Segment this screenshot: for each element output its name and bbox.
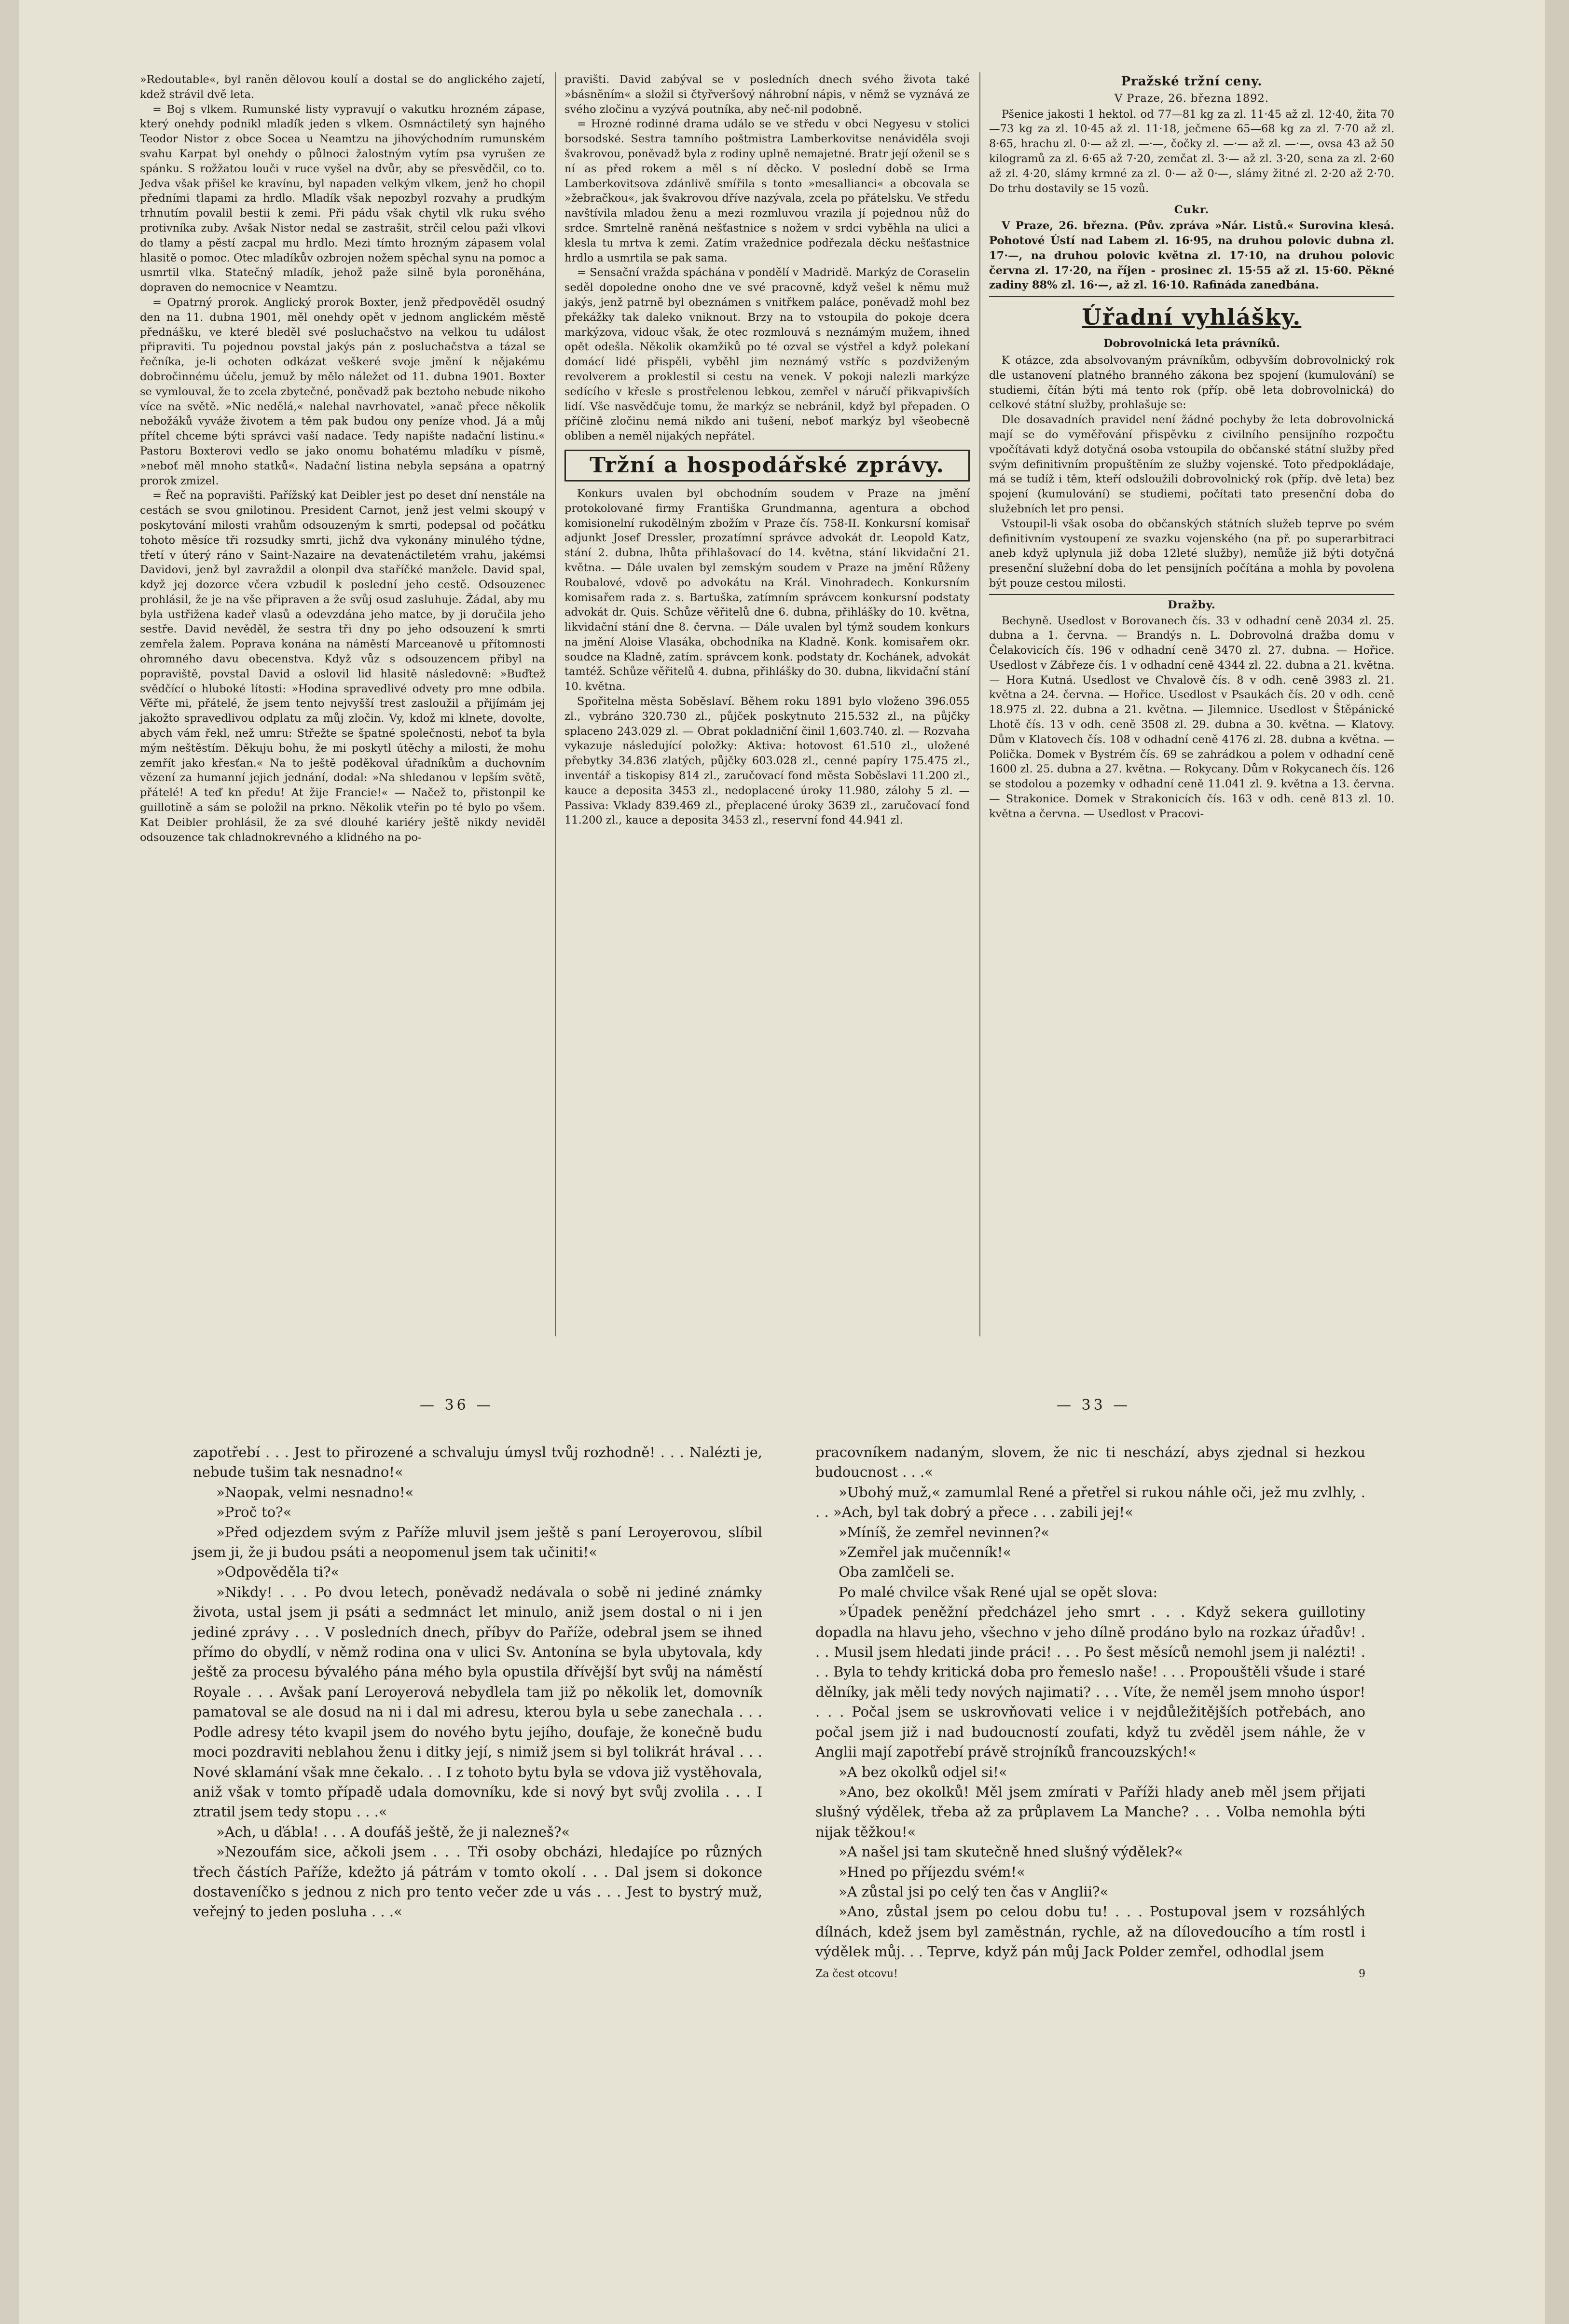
story-paragraph: »Hned po příjezdu svém!« xyxy=(839,1863,1025,1880)
col2-paragraph: = Sensační vražda spáchána v pondělí v Madridě. Markýz de Coraselin seděl dopoledne onoho dne ve své pracovně, když vešel k němu muž jakýs, jenž patrně byl obeznámen s vnitřkem paláce, poněvadž mohl bez překážky tak daleko vniknout. Brzy na to vstoupila do pokoje dcera markýzova, vidouc však, že otec rozmlouvá s neznámým mužem, ihned opět odešla. Několik okamžiků po té ozval se výstřel a když polekaní domácí lidé přispěli, vyběhl jim neznámý vstříc s pozdviženým revolverem a proklestil si cestu na venek. V pokoji nalezli markýze sedícího v křesle s prostřelenou lebkou, zemřel v náručí přikvapivších lidí. Vše nasvědčuje tomu, že markýz se nebránil, když byl přepaden. O příčině zločinu nemá nikdo ani tušení, neboť markýz byl všeobecně obliben a neměl nijakých nepřátel. xyxy=(564,266,970,443)
section-rule xyxy=(989,594,1394,595)
market-prices-text: Pšenice jakosti 1 hektol. od 77—81 kg za zl. 11·45 až zl. 12·40, žita 70—73 kg za zl. 10·45 až zl. 11·18, ječmene 65—68 kg za zl. 7·70 až zl. 8·65, hrachu zl. 0·— až zl. —·—, čočky zl. —·— až zl. —·—, ovsa 43 až 50 kilogramů za zl. 6·65 až 7·20, zemčat zl. 3·— až zl. 3·20, sena za zl. 2·60 až zl. 4·20, slámy krmné za zl. 0·— až 0·—, slámy žitné zl. 2·20 až 2·70. Do trhu dostavily se 15 vozů. xyxy=(989,108,1394,195)
column-3 xyxy=(989,72,1394,822)
column-1 xyxy=(140,72,545,845)
story-paragraph: »A zůstal jsi po celý ten čas v Anglii?« xyxy=(839,1883,1109,1900)
market-news-heading: Tržní a hospodářské zprávy. xyxy=(564,450,970,481)
story-paragraph: »Odpověděla ti?« xyxy=(216,1564,340,1581)
page-number-left: — 36 — xyxy=(420,1397,494,1414)
col2-paragraph: Spořitelna města Soběslaví. Během roku 1891 bylo vloženo 396.055 zl., vybráno 320.730 zl., půjček poskytnuto 215.532 zl., na půjčky splaceno 243.029 zl. — Obrat pokladniční činil 1,603.740. zl. — Rozvaha vykazuje následující položky: Aktiva: hotovost 61.510 zl., uložené přebytky 34.836 zlatých, půjčky 603.028 zl., cenné papíry 175.475 zl., inventář a tiskopisy 814 zl., zaručovací fond města Soběslavi 11.200 zl., kauce a deposita 3453 zl., nedoplacené úroky 11.980, zálohy 5 zl. — Passiva: Vklady 839.469 zl., přeplacené úroky 3639 zl., zaručovací fond 11.200 zl., kauce a deposita 3453 zl., reservní fond 44.941 zl. xyxy=(564,695,970,827)
story-right-page xyxy=(815,1443,1365,1984)
column-divider xyxy=(979,72,980,1336)
auctions-heading: Dražby. xyxy=(1168,598,1216,611)
col1-paragraph: »Redoutable«, byl raněn dělovou koulí a dostal se do anglického zajetí, kdež strávil dvě leta. xyxy=(140,73,545,101)
col1-paragraph: = Boj s vlkem. Rumunské listy vypravují o vakutku hrozném zápase, který onehdy podnikl mladík jeden s vlkem. Osmnáctiletý syn hajného Teodor Nistor z obce Socea u Neamtzu na jihovýchodním rumunském svahu Karpat byl onehdy o půlnoci žalostným vytím psa vyrušen ze spánku. S rožžatou louči v ruce vyšel na dvůr, aby se přesvědčil, co to. Jedva však přišel ke kravínu, byl napaden velkým vlkem, jenž ho chopil předními tlapami za hrdlo. Mladík však nepozbyl rozvahy a prudkým trhnutím povalil bestii k zemi. Při pádu však chytil vlk ruku svého protivníka zuby. Avšak Nistor nedal se zastrašit, strčil celou paži vlkovi do tlamy a pěstí zacpal mu hrdlo. Mezi tímto hrozným zápasem volal hlasitě o pomoc. Otec mladíkův ozbrojen nožem spěchal synu na pomoc a usmrtil vlka. Statečný mladík, jehož paže silně byla poroněhána, dopraven do nemocnice v Neamtzu. xyxy=(140,103,545,294)
column-2 xyxy=(564,72,970,828)
col1-paragraph: = Řeč na popravišti. Pařížský kat Deibler jest po deset dní nenstále na cestách se svou gnilotinou. President Carnot, jenž jest velmi skoupý v poskytování milosti vrahům odsouzeným k smrti, podepsal od počátku tohoto měsíce tři rozsudky smrti, jichž dva vykonány minulého týdne, třetí v úterý ráno v Saint-Nazaire na devatenáctiletém vrahu, jakémsi Davidovi, jenž byl zavraždil a olonpil dva staříčké manžele. David spal, když jej dozorce včera vzbudil k poslední jeho cestě. Odsouzenec prohlásil, že je na vše připraven a že svůj osud zasluhuje. Žádal, aby mu byla ustřižena kadeř vlasů a odevzdána jeho matce, by ji doručila jeho sestře. David nevěděl, že sestra tři dny po jeho odsouzení k smrti zemřela žalem. Poprava konána na náměstí Marceanově u přítomnosti ohromného davu obecenstva. Když vůz s odsouzencem přibyl na popraviště, povstal David a oslovil lid hlasitě následovně: »Buďtež svědčící o hluboké lítosti: »Hodina spravedlivé odvety pro mne odbila. Věřte mi, přátelé, že jsem tento nejvyšší trest zasloužil a přijímám jej jakožto spravedlivou odplatu za můj zločin. Vy, kdož mi klnete, dovolte, abych vám řekl, než umru: Střežte se špatné společnosti, neboť ta byla mým neštěstím. Děkuju bohu, že mi poskytl útěchy a milosti, že mohu zemřít jako křesťan.« Na to ještě poděkoval úřadníkům a duchovním vězení za humanní jejich jednání, dodal: »Na shledanou v lepším světě, přátelé! A teď kn předu! At žije Francie!« — Načež to, přistonpil ke guillotině a sám se položil na prkno. Několik vteřin po té bylo po všem. Kat Deibler prohlásil, že za své dlouhé kariéry ještě nikdy neviděl odsouzence tak chladnokrevného a klidného na po- xyxy=(140,489,545,844)
sugar-heading: Cukr. xyxy=(1174,204,1210,217)
sugar-text: V Praze, 26. března. (Pův. zpráva »Nár. Listů.« Surovina klesá. Pohotové Ústí nad Labem zl. 16·95, na druhou polovic dubna zl. 17·—, na druhou polovic května zl. 17·10, na druhou polovic června zl. 17·20, na říjen - prosinec zl. 15·55 až zl. 15·60. Pěkné zadiny 88% zl. 16·—, až zl. 16·10. Rafináda zanedbána. xyxy=(989,220,1394,292)
story-paragraph: Po malé chvilce však René ujal se opět slova: xyxy=(839,1583,1158,1600)
footer-sheet-number: 9 xyxy=(1359,1967,1365,1980)
story-left-page xyxy=(193,1443,762,1922)
col2-paragraph: Konkurs uvalen byl obchodním soudem v Praze na jmění protokolované firmy Františka Grundmanna, agentura a obchod komisionelní rukodělným zbožím v Praze čís. 758-II. Konkursní komisař adjunkt Josef Dressler, prozatímní správce advokát dr. Leopold Katz, stání 2. dubna, lhůta přihlašovací do 14. května, stání likvidační 21. května. — Dále uvalen byl zemským soudem v Praze na jmění Růženy Roubalové, vdově po advokátu na Král. Vinohradech. Konkursním komisařem rada z. s. Bartuška, zatímním správcem konkursní podstaty advokát dr. Quis. Schůze věřitelů dne 6. dubna, přihlášky do 10. května, likvidační stání dne 8. června. — Dále uvalen byl týmž soudem konkurs na jmění Aloise Vlasáka, obchodníka na Kladně. Konk. komisařem okr. soudce na Kladně, zatím. správcem konk. podstaty dr. Kochánek, advokát tamtéž. Schůze věřitelů 4. dubna, přihlášky do 30. dubna, likvidační stání 10. května. xyxy=(564,487,970,693)
story-paragraph: »Ano, bez okolků! Měl jsem zmírati v Paříži hlady aneb měl jsem přijati slušný výdělek, třeba až za průplavem La Manche? . . . Volba nemohla býti nijak těžkou!« xyxy=(815,1783,1365,1840)
story-paragraph: pracovníkem nadaným, slovem, že nic ti neschází, abys zjednal si hezkou budoucnost . . .« xyxy=(815,1444,1365,1481)
story-paragraph: »Míníš, že zemřel nevinnen?« xyxy=(839,1524,1050,1540)
story-paragraph: »Ano, zůstal jsem po celou dobu tu! . . . Postupoval jsem v rozsáhlých dílnách, kdež jsem byl zaměstnán, rychle, až na dílovedoucího a tím rostl i výdělek můj. . . Teprve, když pán můj Jack Polder zemřel, odhodlal jsem xyxy=(815,1903,1365,1960)
story-paragraph: »Naopak, velmi nesnadno!« xyxy=(216,1484,414,1500)
auctions-text: Bechyně. Usedlost v Borovanech čís. 33 v odhadní ceně 2034 zl. 25. dubna a 1. června. — Brandýs n. L. Dobrovolná dražba domu v Čelakovicích čís. 196 v odhadní ceně 3470 zl. 27. dubna. — Hořice. Usedlost v Zábřeze čís. 1 v odhadní ceně 4344 zl. 22. dubna a 21. května. — Hora Kutná. Usedlost ve Chvalově čís. 8 v odh. ceně 3983 zl. 21. května a 24. června. — Hořice. Usedlost v Psaukách čís. 20 v odh. ceně 18.975 zl. 22. dubna a 21. května. — Jilemnice. Usedlost v Štěpánické Lhotě čís. 13 v odh. ceně 3508 zl. 29. dubna a 30. května. — Klatovy. Dům v Klatovech čís. 108 v odhadní ceně 4176 zl. 28. dubna a května. — Polička. Domek v Bystrém čís. 69 se zahrádkou a polem v odhadní ceně 1600 zl. 25. dubna a 27. května. — Rokycany. Dům v Rokycanech čís. 126 se stodolou a pozemky v odhadní ceně 11.041 zl. 9. května a 13. června. — Strakonice. Domek v Strakonicích čís. 163 v odh. ceně 813 zl. 10. května a června. — Usedlost v Pracovi- xyxy=(989,614,1394,820)
volunteer-paragraph: Vstoupil-li však osoba do občanských státních služeb teprve po svém definitivním vystoupení ze svazku vojenského (na př. po superarbitraci aneb když uplynula již doba 12leté služby), nemůže již býti dotyčná presenční služební doba do let pensijních počítána a mohla by povolena být pouze cestou milosti. xyxy=(989,517,1394,590)
column-divider xyxy=(555,72,556,1336)
story-paragraph: »A bez okolků odjel si!« xyxy=(839,1763,1007,1780)
market-prices-heading: Pražské tržní ceny. xyxy=(1121,74,1263,89)
page-edge-left xyxy=(0,0,19,2324)
story-paragraph: Oba zamlčeli se. xyxy=(839,1564,955,1581)
official-notices-heading: Úřadní vyhlášky. xyxy=(1082,304,1302,330)
page-footer xyxy=(815,1964,1365,1984)
col2-paragraph: = Hrozné rodinné drama událo se ve středu v obci Negyesu v stolici borsodské. Sestra tamního poštmistra Lamberkovitse nenáviděla svoji švakrovou, poněvadž byla z rodiny uplně nemajetné. Bratr její oženil se s ní as před rokem a měl s ní děcko. V poslední době se Irma Lamberkovitsova zdánlivě smířila s tonto »mesallianci« a obcovala se »žebračkou«, jak švakrovou dříve nazývala, zcela po přátelsku. Ve středu navštívila mladou ženu a mezi rozmluvou vrazila jí pojednou nůž do srdce. Smrtelně raněná nešťastnice s nožem v srdci vyběhla na ulici a klesla tu mrtva k zemi. Zatím vražednice podřezala děcku nešťastnice hrdlo a usmrtila se pak sama. xyxy=(564,118,970,264)
page-number-right: — 33 — xyxy=(1057,1397,1131,1414)
story-paragraph: »Nikdy! . . . Po dvou letech, poněvadž nedávala o sobě ni jediné známky života, ustal jsem ji psáti a sedmnáct let minulo, aniž jsem dostal o ni i jen jediné zprávy . . . V posledních dnech, příbyv do Paříže, odebral jsem se ihned přímo do obydlí, v němž rodina ona v ulici Sv. Antonína se byla ubytovala, kdy ještě za procesu bývalého pána mého byla opustila dřívější byt svůj na náměstí Royale . . . Avšak paní Leroyerová nebydlela tam již po několik let, domovník pamatoval se ale dosud na ni i dal mi adresu, kterou byla u sebe zanechala . . . Podle adresy této kvapil jsem do nového bytu jejího, doufaje, že konečně budu moci pozdraviti neblahou ženu i ditky její, s nimiž jsem si byl tolikrát hrával . . . Nové sklamání však mne čekalo. . . I z tohoto bytu byla se vdova již vystěhovala, aniž však v tomto případě udala domovníku, kde si nový byt svůj zvolila . . . I ztratil jsem tedy stopu . . .« xyxy=(193,1583,762,1820)
story-paragraph: »Ach, u ďábla! . . . A doufáš ještě, že ji nalezneš?« xyxy=(216,1823,570,1840)
col1-paragraph: = Opatrný prorok. Anglický prorok Boxter, jenž předpověděl osudný den na 11. dubna 1901, měl onehdy opět v jednom anglickém městě přednášku, ve které bleděl své posluchačstvo na velkou tu událost připraviti. Tu pojednou povstal jakýs pán z posluchačstva a tázal se řečníka, je-li ochoten odkázat veškeré svoje jmění k nějakému dobročinnému účelu, jemuž by mělo náležet od 11. dubna 1901. Boxter se vymlouval, že to zcela zbytečné, poněvadž pak beztoho nebude nikoho více na světě. »Nic nedělá,« nalehal navrhovatel, »anač přece několik nebožáků vyváže životem a těm pak budou ony peníze vhod. Já a můj přítel chceme býti správci vaší nadace. Tedy napište nadační listinu.« Pastoru Boxterovi vedlo se jako onomu bohatému mladíku v písmě, »neboť měl mnoho statků«. Nadační listina nebyla sepsána a opatrný prorok zmizel. xyxy=(140,296,545,487)
page-edge-right xyxy=(1545,0,1569,2324)
section-rule xyxy=(989,296,1394,297)
story-paragraph: zapotřebí . . . Jest to přirozené a schvaluju úmysl tvůj rozhodně! . . . Nalézti je, nebude tušim tak nesnadno!« xyxy=(193,1444,762,1481)
story-paragraph: »Úpadek peněžní předcházel jeho smrt . . . Když sekera guillotiny dopadla na hlavu jeho, všechno v jeho dílně prodáno bylo na rozkaz úřadův! . . . Musil jsem hledati jinde práci! . . . Po šest měsíců nemohl jsem ji nalézti! . . . Byla to tehdy kritická doba pro řemeslo naše! . . . Propouštěli všude i staré dělníky, jak měli tedy nových najimati? . . . Víte, že neměl jsem mnoho úspor! . . . Počal jsem se uskrovňovati velice i v nejdůležitějších potřebách, ano počal jsem již i nad budoucností zoufati, když tu zvěděl jsem náhle, že v Anglii mají zapotřebí právě strojníků francouzských!« xyxy=(815,1604,1365,1760)
footer-title: Za čest otcovu! xyxy=(815,1967,898,1980)
story-paragraph: »Zemřel jak mučenník!« xyxy=(839,1544,1012,1561)
top-columns xyxy=(140,72,1394,1336)
story-paragraph: »Proč to?« xyxy=(216,1504,292,1521)
volunteer-paragraph: Dle dosavadních pravidel není žádné pochyby že leta dobrovolnická mají se do vyměřování přispěvku z civilního pensijního rozpočtu vpočítávati když dotyčná osoba vstoupila do občanské státní služby před svým definitivním propuštěním ze služby vojenské. Toto předpokládaje, má se tudíž i těm, kteří odsloužili dobrovolnický rok (příp. dvě leta) bez spojení (kumulování) se studiemi, počítati tato presenční doba do služebních let pro pensi. xyxy=(989,413,1394,515)
story-paragraph: »A našel jsi tam skutečně hned slušný výdělek?« xyxy=(839,1843,1183,1860)
market-date: V Praze, 26. března 1892. xyxy=(1115,92,1269,105)
col2-paragraph: pravišti. David zabýval se v posledních dnech svého života také »básněním« a složil si čtyřveršový náhrobní nápis, v němž se vyznává ze svého zločinu a vyzývá poutníka, aby neč-nil podobně. xyxy=(564,73,970,116)
volunteer-years-heading: Dobrovolnická leta právníků. xyxy=(1103,337,1280,350)
story-paragraph: »Před odjezdem svým z Paříže mluvil jsem ještě s paní Leroyerovou, slíbil jsem ji, že ji budou psáti a neopomenul jsem tak učiniti!« xyxy=(193,1524,762,1561)
story-paragraph: »Nezoufám sice, ačkoli jsem . . . Tři osoby obcházi, hledajíce po různých třech částích Paříže, kdežto já pátrám v tomto okolí . . . Dal jsem si dokonce dostaveníčko s jednou z nich pro tento večer zde u vás . . . Jest to bystrý muž, veřejný to jeden posluha . . .« xyxy=(193,1843,762,1920)
volunteer-paragraph: K otázce, zda absolvovaným právníkům, odbyvším dobrovolnický rok dle ustanovení platného branného zákona bez spojení (kumulování) se studiemi, čítán býti má tento rok (příp. obě leta dobrovolnická) do celkové státní služby, prohlašuje se: xyxy=(989,354,1394,412)
story-paragraph: »Ubohý muž,« zamumlal René a přetřel si rukou náhle oči, jež mu zvlhly, . . . »Ach, byl tak dobrý a přece . . . zabili jej!« xyxy=(815,1484,1365,1521)
